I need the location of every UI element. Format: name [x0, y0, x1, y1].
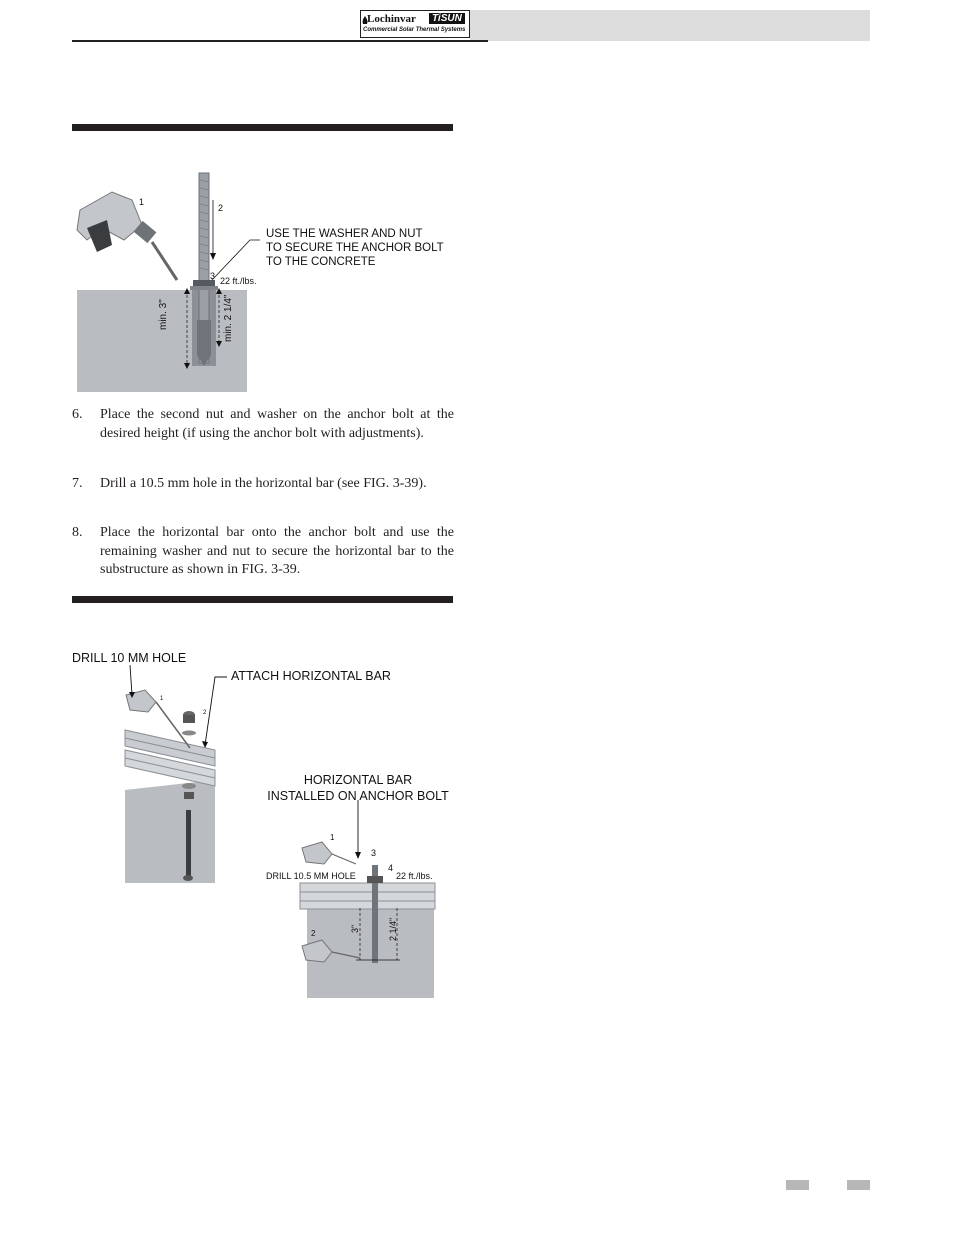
detail-callout-4: 4 [388, 863, 394, 873]
footer-tab-right [847, 1180, 870, 1190]
detail-dim-3: 3" [350, 924, 360, 933]
dim-min-3: min. 3" [158, 299, 169, 330]
drill-10mm-label: DRILL 10 MM HOLE [72, 651, 187, 665]
figure-horizontal-bar-install [60, 640, 460, 1005]
step-7-number: 7. [72, 476, 83, 491]
step-8-number: 8. [72, 525, 83, 540]
footer-tab-left [786, 1180, 809, 1190]
callout-3: 3 [210, 271, 216, 281]
detail-callout-1: 1 [330, 833, 335, 842]
logo-partner-name: TiSUN [429, 13, 465, 24]
horizontal-bar-illustration [60, 640, 460, 1005]
callout-1: 1 [139, 197, 145, 207]
header-rule [72, 40, 488, 42]
note-line-3: TO THE CONCRETE [266, 256, 376, 268]
detail-callout-2: 2 [311, 929, 316, 938]
torque-label: 22 ft./lbs. [220, 276, 257, 286]
logo-tagline: Commercial Solar Thermal Systems [363, 27, 466, 33]
step-6 [72, 406, 454, 443]
logo-brand-name: Lochinvar [367, 13, 416, 25]
header-bar [470, 10, 870, 41]
anchor-bolt-illustration [72, 170, 457, 395]
dim-min-2-1-4: min. 2 1/4" [223, 294, 234, 342]
section-rule-top [72, 124, 453, 131]
attach-bar-label: ATTACH HORIZONTAL BAR [231, 669, 391, 683]
anchor-bolt-note [266, 227, 444, 269]
step-6-number: 6. [72, 407, 83, 422]
step-7-text: Drill a 10.5 mm hole in the horizontal bar (see FIG. 3-39). [100, 476, 427, 491]
installed-bar-label [258, 772, 458, 804]
step-8-text: Place the horizontal bar onto the anchor bolt and use the remaining washer and nut to secure the horizontal bar to the substructure as shown in FIG. 3-39. [100, 525, 454, 577]
step-6-text: Place the second nut and washer on the anchor bolt at the desired height (if using the anchor bolt with adjustments). [100, 407, 454, 441]
small-callout-1: 1 [160, 696, 164, 702]
step-8 [72, 524, 454, 580]
small-callout-2: 2 [203, 710, 207, 716]
note-line-2: TO SECURE THE ANCHOR BOLT [266, 242, 444, 254]
figure-anchor-bolt-install [72, 170, 457, 395]
detail-dim-2-1-4: 2 1/4" [388, 917, 398, 941]
detail-torque-label: 22 ft./lbs. [396, 871, 433, 881]
installed-line-2: INSTALLED ON ANCHOR BOLT [267, 789, 449, 803]
installed-line-1: HORIZONTAL BAR [303, 773, 413, 787]
callout-2: 2 [218, 203, 224, 213]
brand-logo [360, 10, 470, 38]
detail-callout-3: 3 [371, 848, 377, 858]
note-line-1: USE THE WASHER AND NUT [266, 228, 423, 240]
drill-10-5mm-label: DRILL 10.5 MM HOLE [266, 871, 356, 881]
section-rule-bottom [72, 596, 453, 603]
step-7 [72, 475, 454, 494]
